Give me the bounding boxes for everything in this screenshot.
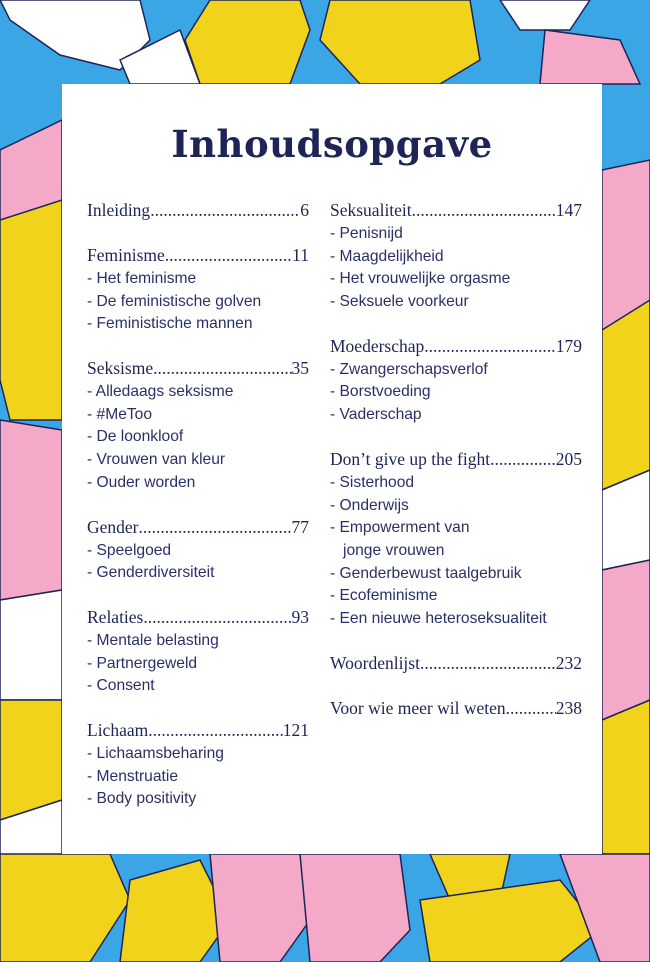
toc-subitem: - Maagdelijkheid <box>330 247 444 265</box>
toc-section <box>87 200 309 223</box>
toc-subitem: - Mentale belasting <box>87 631 219 649</box>
toc-section <box>330 200 582 314</box>
toc-card <box>62 84 602 854</box>
toc-subitem: - #MeToo <box>87 405 153 423</box>
toc-entry-page: 205 <box>555 448 582 469</box>
toc-section <box>330 336 582 427</box>
toc-subitem: - Partnergeweld <box>87 654 198 672</box>
toc-subitem: - De loonkloof <box>87 428 184 446</box>
toc-subitem: - Alledaags seksisme <box>87 383 234 401</box>
toc-entry-page: 35 <box>291 358 309 379</box>
toc-subitem: - Menstruatie <box>87 767 178 785</box>
toc-right-column <box>330 200 582 721</box>
toc-subitem: - Ouder worden <box>87 473 196 491</box>
toc-entry-title: Moederschap <box>330 335 425 356</box>
toc-subitem: - Een nieuwe heteroseksualiteit <box>330 609 547 627</box>
toc-entry-page: 147 <box>555 200 582 220</box>
toc-section <box>87 720 309 811</box>
toc-subitem: - Genderbewust taalgebruik <box>330 564 522 582</box>
toc-entry-page: 121 <box>282 719 309 740</box>
toc-entry[interactable] <box>87 358 309 381</box>
toc-entry[interactable] <box>87 720 309 743</box>
toc-entry[interactable] <box>330 200 582 223</box>
toc-subitem: - De feministische golven <box>87 292 262 310</box>
toc-section <box>330 698 582 721</box>
toc-entry-page: 93 <box>291 606 309 627</box>
toc-section <box>87 607 309 698</box>
toc-subitem: - Lichaamsbeharing <box>87 744 224 762</box>
toc-entry-page: 6 <box>300 200 309 220</box>
toc-subitem: - Vrouwen van kleur <box>87 451 226 469</box>
toc-entry-page: 11 <box>292 245 309 265</box>
toc-subitem: - Sisterhood <box>330 473 415 491</box>
toc-subitem: - Genderdiversiteit <box>87 564 215 582</box>
toc-subitem: - Empowerment van <box>330 519 470 537</box>
toc-section <box>87 358 309 494</box>
toc-subitem: jonge vrouwen <box>343 541 445 559</box>
toc-entry-title: Don’t give up the fight <box>330 448 491 469</box>
toc-subitem: - Zwangerschapsverlof <box>330 360 488 378</box>
toc-entry[interactable] <box>330 698 582 721</box>
toc-entry-title: Lichaam <box>87 719 149 740</box>
page-title: Inhoudsopgave <box>171 122 493 166</box>
toc-entry-page: 77 <box>291 516 309 537</box>
toc-section <box>87 517 309 585</box>
toc-subitem: - Onderwijs <box>330 496 409 514</box>
toc-section <box>87 245 309 336</box>
toc-entry-page: 232 <box>555 652 582 673</box>
toc-subitem: - Consent <box>87 677 155 695</box>
toc-entry[interactable] <box>87 607 309 630</box>
toc-subitem: - Feministische mannen <box>87 315 253 333</box>
toc-entry-title: Gender <box>87 516 139 537</box>
toc-subitem: - Vaderschap <box>330 406 422 424</box>
toc-subitem: - Ecofeminisme <box>330 587 438 605</box>
toc-entry-title: Seksisme <box>87 358 154 379</box>
toc-subitem: - Penisnijd <box>330 225 403 242</box>
toc-entry-title: Seksualiteit <box>330 200 412 220</box>
toc-subitem: - Het feminisme <box>87 270 197 287</box>
toc-entry[interactable] <box>330 336 582 359</box>
toc-subitem: - Borstvoeding <box>330 383 431 401</box>
toc-section <box>330 449 582 631</box>
toc-entry[interactable] <box>87 245 309 268</box>
toc-entry-title: Inleiding <box>87 200 151 220</box>
toc-section <box>330 653 582 676</box>
toc-subitem: - Het vrouwelijke orgasme <box>330 270 511 288</box>
toc-entry-title: Voor wie meer wil weten <box>330 697 506 718</box>
toc-entry[interactable] <box>330 449 582 472</box>
toc-entry-title: Relaties <box>87 606 144 627</box>
toc-entry[interactable] <box>87 517 309 540</box>
toc-entry[interactable] <box>330 653 582 676</box>
toc-entry-title: Woordenlijst <box>330 652 420 673</box>
toc-left-column <box>87 200 309 811</box>
toc-entry-page: 179 <box>555 335 582 356</box>
toc-subitem: - Seksuele voorkeur <box>330 293 469 311</box>
toc-entry-title: Feminisme <box>87 245 165 265</box>
toc-subitem: - Body positivity <box>87 790 197 808</box>
toc-entry-page: 238 <box>555 697 582 718</box>
toc-subitem: - Speelgoed <box>87 541 172 559</box>
toc-entry[interactable] <box>87 200 309 223</box>
